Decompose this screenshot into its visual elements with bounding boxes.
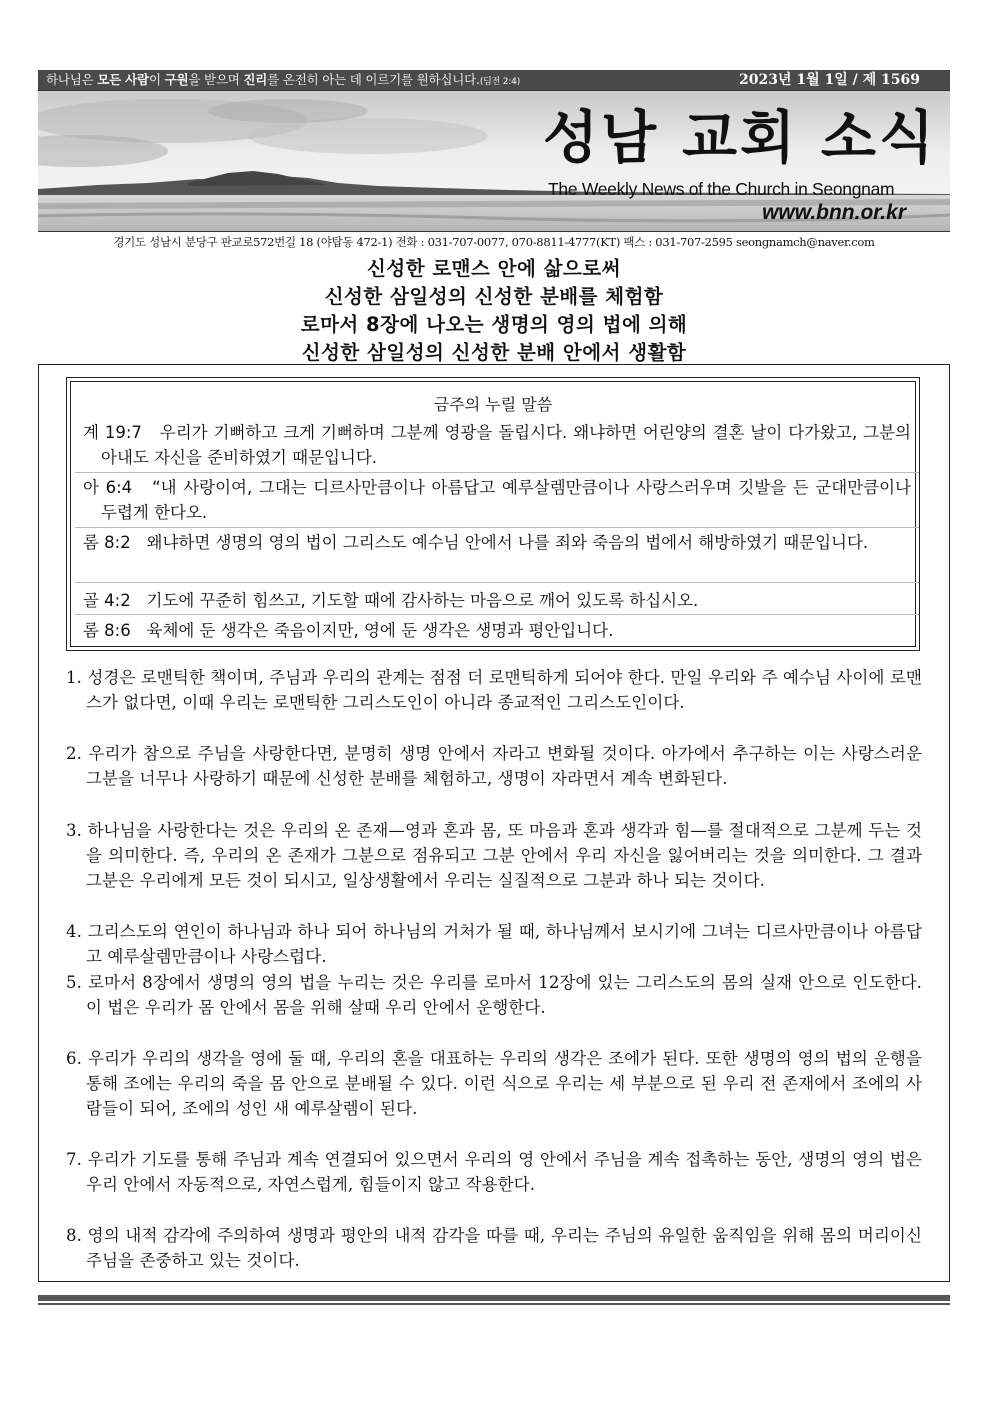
point-text: 그리스도의 연인이 하나님과 하나 되어 하나님의 거처가 될 때, 하나님께서 보시기에 그녀는 디르사만큼이나 아름답고 예루살렘만큼이나 사랑스럽다. [86, 922, 922, 966]
website-link[interactable]: www.bnn.or.kr [762, 201, 906, 224]
point-item-2 [66, 741, 922, 791]
contact-info: 경기도 성남시 분당구 판교로572번길 18 (야탑동 472-1) 전화 : 031-707-0077, 070-8811-4777(KT) 팩스 : 031-707-2595 seongnamch@naver.com [113, 235, 875, 249]
verse-text-2: 이 [148, 72, 165, 87]
point-item-7 [66, 1147, 922, 1197]
point-number: 3. [66, 821, 82, 840]
point-item-1 [66, 665, 922, 715]
point-number: 6. [66, 1049, 82, 1068]
header-verse [46, 70, 520, 92]
point-item-3 [66, 818, 922, 893]
headline-2: 신성한 삼일성의 신성한 분배를 체험함 [324, 285, 664, 308]
headline-1: 신성한 로맨스 안에 삶으로써 [367, 257, 621, 280]
verse-text: 육체에 둔 생각은 죽음이지만, 영에 둔 생각은 생명과 평안입니다. [146, 621, 614, 640]
point-text: 영의 내적 감각에 주의하여 생명과 평안의 내적 감각을 따를 때, 우리는 주님의 유일한 움직임을 위해 몸의 머리이신 주님을 존중하고 있는 것이다. [86, 1226, 922, 1270]
verse-reference: (딤전 2:4) [479, 77, 520, 87]
footer-rule-thin [38, 1303, 950, 1305]
verse-bold-2: 구원 [164, 72, 189, 87]
point-text: 로마서 8장에서 생명의 영의 법을 누리는 것은 우리를 로마서 12장에 있는 그리스도의 몸의 실재 안으로 인도한다. 이 법은 우리가 몸 안에서 몸을 위해 살때 우리 안에서 운행한다. [86, 973, 922, 1017]
verse-item [83, 618, 911, 643]
verse-divider [75, 582, 919, 583]
verse-ref: 아 6:4 [83, 478, 133, 497]
headline-4: 신성한 삼일성의 신성한 분배 안에서 생활함 [301, 341, 687, 364]
verses-box-title: 금주의 누릴 말씀 [433, 395, 553, 414]
verses-inner-frame [70, 381, 916, 647]
point-number: 4. [66, 922, 82, 941]
point-item-5 [66, 970, 922, 1020]
verse-divider [75, 614, 919, 615]
verse-bold-3: 진리 [243, 72, 268, 87]
point-number: 5. [66, 973, 82, 992]
point-item-4 [66, 919, 922, 969]
point-number: 2. [66, 744, 82, 763]
verse-ref: 롬 8:6 [83, 621, 131, 640]
point-item-8 [66, 1223, 922, 1273]
verse-divider [75, 527, 919, 528]
newsletter-title: 성남 교회 소식 [543, 105, 938, 171]
verse-item [83, 420, 911, 470]
verse-text: “내 사랑이여, 그대는 디르사만큼이나 아름답고 예루살렘만큼이나 사랑스러우며 깃발을 든 군대만큼이나 두렵게 한다오. [101, 478, 911, 522]
top-verse-bar [38, 70, 950, 90]
verse-text: 우리가 기뻐하고 크게 기뻐하며 그분께 영광을 돌립시다. 왜냐하면 어린양의 결혼 날이 다가왔고, 그분의 아내도 자신을 준비하였기 때문입니다. [101, 423, 911, 467]
headline-3: 로마서 8장에 나오는 생명의 영의 법에 의해 [300, 313, 688, 336]
point-text: 우리가 기도를 통해 주님과 계속 연결되어 있으면서 우리의 영 안에서 주님을 계속 접촉하는 동안, 생명의 영의 법은 우리 안에서 자동적으로, 자연스럽게, 힘들이지 않고 작용한다. [86, 1150, 922, 1194]
weekly-verses-box [66, 377, 920, 651]
verse-ref: 계 19:7 [83, 423, 142, 442]
point-text: 성경은 로맨틱한 책이며, 주님과 우리의 관계는 점점 더 로맨틱하게 되어야 한다. 만일 우리와 주 예수님 사이에 로맨스가 없다면, 이때 우리는 로맨틱한 그리스도인이 아니라 종교적인 그리스도인이다. [86, 668, 922, 712]
masthead-banner [38, 90, 950, 232]
point-text: 우리가 우리의 생각을 영에 둘 때, 우리의 혼을 대표하는 우리의 생각은 조에가 된다. 또한 생명의 영의 법의 운행을 통해 조에는 우리의 죽을 몸 안으로 분배될 수 있다. 이런 식으로 우리는 세 부분으로 된 우리 전 존재에서 조에의 사람들이 되어, 조에의 성인 새 예루살렘이 된다. [86, 1049, 922, 1118]
point-text: 하나님을 사랑한다는 것은 우리의 온 존재—영과 혼과 몸, 또 마음과 혼과 생각과 힘—를 절대적으로 그분께 두는 것을 의미한다. 즉, 우리의 온 존재가 그분으로 점유되고 그분 안에서 우리 자신을 잃어버리는 것을 의미한다. 그 결과 그분은 우리에게 모든 것이 되시고, 일상생활에서 우리는 실질적으로 그분과 하나 되는 것이다. [86, 821, 922, 890]
verse-divider [75, 472, 919, 473]
verse-ref: 롬 8:2 [83, 533, 131, 552]
point-item-6 [66, 1046, 922, 1121]
verse-text-1: 하나님은 [46, 72, 98, 87]
verse-text: 기도에 꾸준히 힘쓰고, 기도할 때에 감사하는 마음으로 깨어 있도록 하십시오. [146, 591, 699, 610]
verse-bold-1: 모든 사람 [97, 72, 149, 87]
verse-item [83, 530, 911, 555]
verse-ref: 골 4:2 [83, 591, 131, 610]
issue-date: 2023년 1월 1일 / 제 1569 [739, 72, 920, 88]
verse-text: 왜냐하면 생명의 영의 법이 그리스도 예수님 안에서 나를 죄와 죽음의 법에서 해방하였기 때문입니다. [146, 533, 869, 552]
point-number: 1. [66, 668, 82, 687]
point-number: 7. [66, 1150, 82, 1169]
point-text: 우리가 참으로 주님을 사랑한다면, 분명히 생명 안에서 자라고 변화될 것이다. 아가에서 추구하는 이는 사랑스러운 그분을 너무나 사랑하기 때문에 신성한 분배를 체험하고, 생명이 자라면서 계속 변화된다. [86, 744, 922, 788]
point-number: 8. [66, 1226, 82, 1245]
verse-text-4: 를 온전히 아는 데 이르기를 원하십니다. [267, 72, 480, 87]
headline-block [38, 255, 950, 367]
verse-text-3: 을 받으며 [188, 72, 244, 87]
newsletter-subtitle: The Weekly News of the Church in Seongnam [548, 179, 895, 199]
footer-rule-thick [38, 1295, 950, 1301]
verse-item [83, 588, 911, 613]
verse-item [83, 475, 911, 525]
